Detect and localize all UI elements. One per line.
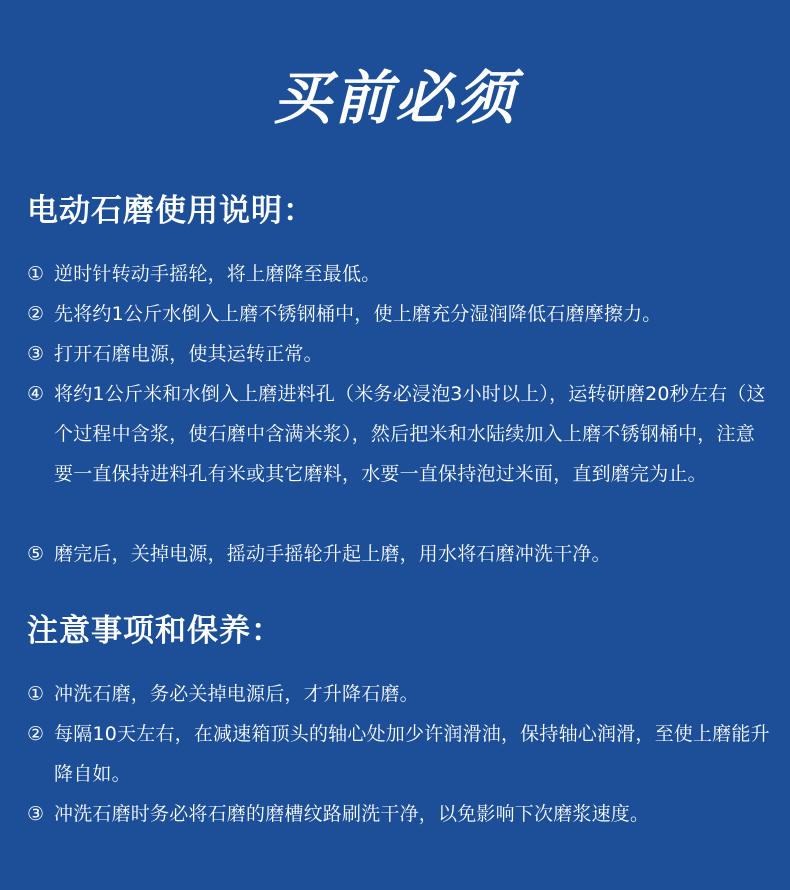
precaution-item-2: [27, 714, 772, 794]
precaution-item-3: [27, 794, 772, 834]
step-number: ①: [27, 263, 45, 285]
step-number: ②: [27, 303, 45, 325]
step-text: 磨完后，关掉电源，摇动手摇轮升起上磨，用水将石磨冲洗干净。: [54, 543, 611, 565]
page-title: 买前必须: [272, 64, 517, 132]
precaution-item-1: [27, 674, 772, 714]
usage-instructions-heading: 电动石磨使用说明：: [27, 193, 315, 229]
usage-step-3: [27, 334, 772, 374]
item-text: 每隔10天左右，在减速箱顶头的轴心处加少许润滑油，保持轴心润滑，至使上磨能升降自如。: [54, 723, 770, 785]
step-text: 将约1公斤米和水倒入上磨进料孔（米务必浸泡3小时以上），运转研磨20秒左右（这个过程中含浆，使石磨中含满米浆），然后把米和水陆续加入上磨不锈钢桶中，注意要一直保持进料孔有米或其它磨料，水要一直保持泡过米面，直到磨完为止。: [54, 383, 766, 485]
usage-step-5: [27, 534, 772, 574]
usage-step-4: [27, 374, 772, 494]
step-text: 打开石磨电源，使其运转正常。: [54, 343, 323, 365]
item-number: ②: [27, 723, 45, 745]
item-text: 冲洗石磨，务必关掉电源后，才升降石磨。: [54, 683, 419, 705]
precautions-heading: 注意事项和保养：: [27, 613, 283, 649]
item-number: ①: [27, 683, 45, 705]
usage-step-2: [27, 294, 772, 334]
step-number: ⑤: [27, 543, 45, 565]
step-number: ③: [27, 343, 45, 365]
step-text: 逆时针转动手摇轮，将上磨降至最低。: [54, 263, 381, 285]
item-number: ③: [27, 803, 45, 825]
step-text: 先将约1公斤水倒入上磨不锈钢桶中，使上磨充分湿润降低石磨摩擦力。: [54, 303, 662, 325]
step-number: ④: [27, 383, 45, 405]
usage-step-1: [27, 254, 772, 294]
item-text: 冲洗石磨时务必将石磨的磨槽纹路刷洗干净，以免影响下次磨浆速度。: [54, 803, 650, 825]
